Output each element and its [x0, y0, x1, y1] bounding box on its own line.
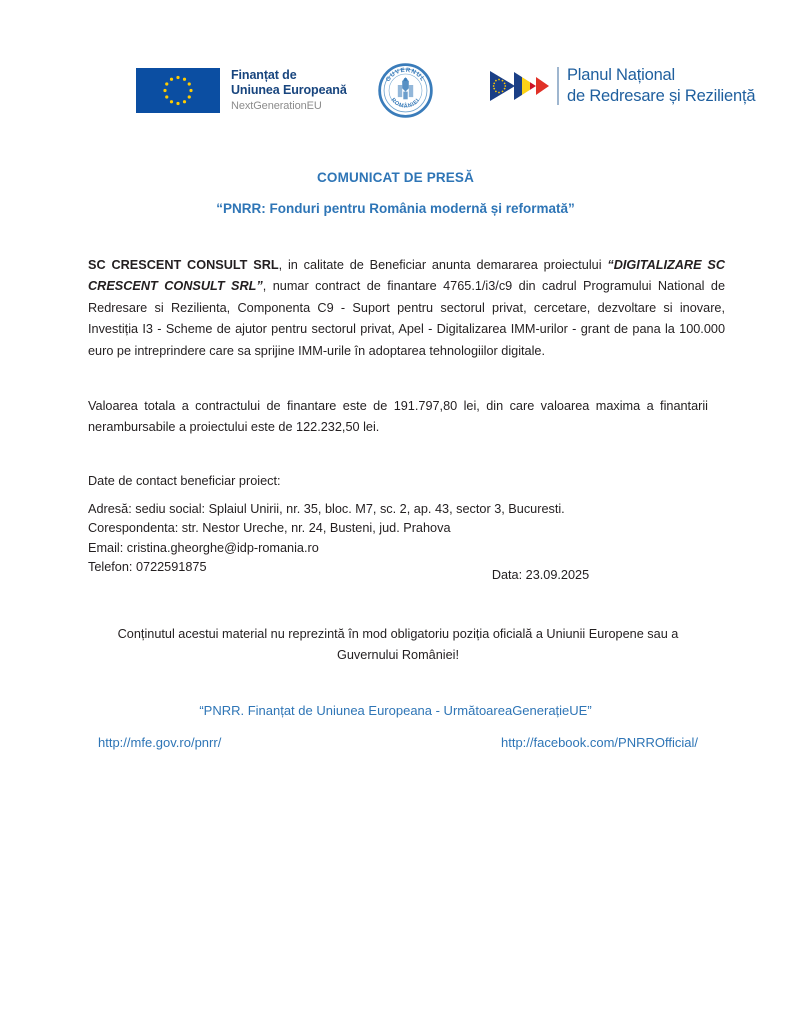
pnrr-logo-text: [567, 65, 755, 107]
eu-logo-text: [231, 68, 347, 113]
page-subtitle: “PNRR: Fonduri pentru România modernă și reformată”: [216, 201, 575, 216]
contact-details: [88, 500, 565, 578]
contact-email: Email: cristina.gheorghe@idp-romania.ro: [88, 540, 319, 555]
eu-flag-icon: [136, 68, 220, 113]
document-date: Data: 23.09.2025: [491, 568, 590, 582]
pnrr-logo-line2: de Redresare și Reziliență: [567, 87, 756, 105]
logo-strip: [0, 55, 791, 130]
disclaimer-text: Conținutul acestui material nu reprezintă în mod obligatoriu poziția oficială a Uniunii Europene sau a Guvernului României!: [117, 627, 679, 663]
eu-stars-icon: [136, 68, 220, 113]
contact-phone: Telefon: 0722591875: [88, 560, 207, 575]
guvernul-romaniei-seal-icon: [378, 63, 433, 118]
svg-text:ROMÂNIEI: ROMÂNIEI: [389, 97, 422, 110]
paragraph-contract-value: Valoarea totala a contractului de finantare este de 191.797,80 lei, din care valoarea maxima a finantarii nerambursabile a proiectului este de 122.232,50 lei.: [88, 399, 708, 435]
svg-text:GUVERNUL: GUVERNUL: [385, 67, 426, 84]
paragraph-segment-1: , in calitate de Beneficiar anunta demararea proiectului: [278, 258, 608, 272]
contact-heading: Date de contact beneficiar proiect:: [88, 474, 281, 488]
pnrr-quote: “PNRR. Finanțat de Uniunea Europeana - UrmătoareaGenerațieUE”: [199, 703, 592, 718]
pnrr-arrows-icon: [489, 68, 551, 104]
eu-logo-line2: Uniunea Europeană: [231, 82, 347, 97]
eu-funding-logo: [136, 68, 347, 113]
pnrr-logo: [489, 65, 755, 107]
page-title: COMUNICAT DE PRESĂ: [317, 170, 474, 185]
eu-logo-line3: NextGenerationEU: [231, 99, 322, 112]
link-mfe-pnrr[interactable]: http://mfe.gov.ro/pnrr/: [98, 735, 222, 750]
contact-correspondence: Corespondenta: str. Nestor Ureche, nr. 24, Busteni, jud. Prahova: [88, 521, 451, 536]
beneficiary-name: SC CRESCENT CONSULT SRL: [88, 258, 279, 272]
pnrr-logo-line1: Planul Național: [567, 66, 675, 84]
footer-links: [88, 735, 708, 750]
eu-logo-line1: Finanțat de: [231, 68, 297, 82]
paragraph-segment-2: , numar contract de finantare 4765.1/i3/c9 din cadrul Programului National de Redresare si Rezilienta, Componenta C9 - Suport pentru sectorul privat, cercetare, dezvoltare si inovare, Investiția I3 - Scheme de ajutor pentru sectorul privat, Apel - Digitalizarea IMM-urilor - grant de pana la 100.000 euro pe intreprindere care sa sprijine IMM-urile în adoptarea tehnologiilor digitale.: [88, 279, 725, 358]
paragraph-project-announcement: [88, 255, 725, 362]
link-facebook-pnrr[interactable]: http://facebook.com/PNRROfficial/: [500, 735, 698, 750]
pnrr-logo-divider: [557, 67, 559, 105]
contact-address: Adresă: sediu social: Splaiul Unirii, nr. 35, bloc. M7, sc. 2, ap. 43, sector 3, Bucuresti.: [88, 502, 565, 516]
main-content: [88, 255, 725, 362]
project-name: “DIGITALIZARE SC CRESCENT CONSULT SRL”: [88, 258, 725, 294]
